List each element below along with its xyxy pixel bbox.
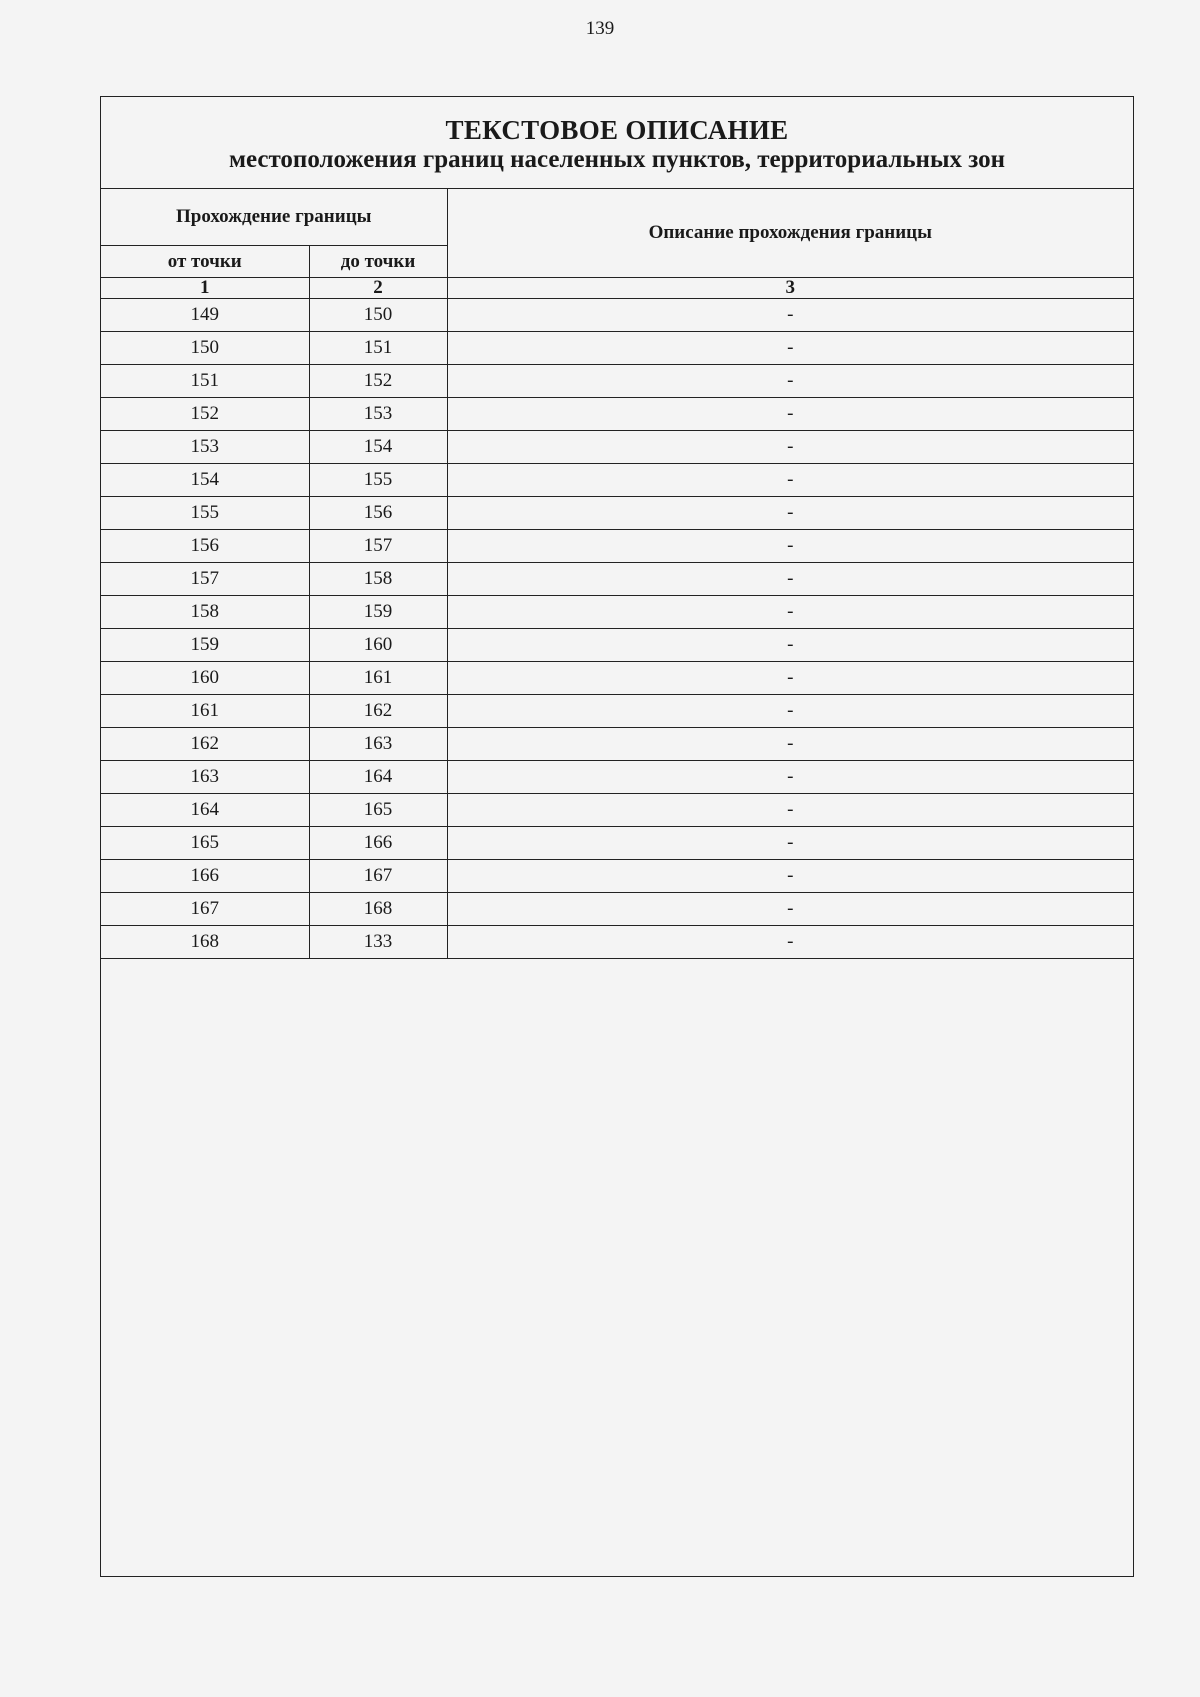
cell-to-point: 153 xyxy=(309,398,447,431)
page-number: 139 xyxy=(585,18,615,39)
cell-from-point: 157 xyxy=(101,563,309,596)
cell-to-point: 162 xyxy=(309,695,447,728)
table-row xyxy=(101,299,1133,332)
cell-description: - xyxy=(447,695,1133,728)
cell-description: - xyxy=(447,893,1133,926)
cell-description: - xyxy=(447,926,1133,959)
title-block xyxy=(101,97,1133,189)
table-row xyxy=(101,860,1133,893)
cell-from-point: 154 xyxy=(101,464,309,497)
cell-description: - xyxy=(447,530,1133,563)
table-row xyxy=(101,398,1133,431)
cell-description: - xyxy=(447,365,1133,398)
cell-to-point: 156 xyxy=(309,497,447,530)
cell-description: - xyxy=(447,728,1133,761)
cell-description: - xyxy=(447,761,1133,794)
table-row xyxy=(101,563,1133,596)
cell-description: - xyxy=(447,431,1133,464)
table-row xyxy=(101,761,1133,794)
table-row xyxy=(101,497,1133,530)
table-row xyxy=(101,530,1133,563)
cell-description: - xyxy=(447,596,1133,629)
cell-to-point: 164 xyxy=(309,761,447,794)
cell-from-point: 165 xyxy=(101,827,309,860)
cell-description: - xyxy=(447,497,1133,530)
cell-description: - xyxy=(447,827,1133,860)
cell-from-point: 166 xyxy=(101,860,309,893)
cell-description: - xyxy=(447,794,1133,827)
cell-to-point: 150 xyxy=(309,299,447,332)
column-number-1: 1 xyxy=(101,278,309,299)
table-row xyxy=(101,431,1133,464)
cell-to-point: 133 xyxy=(309,926,447,959)
table-row xyxy=(101,926,1133,959)
header-from-point: от точки xyxy=(101,246,309,278)
cell-to-point: 167 xyxy=(309,860,447,893)
cell-description: - xyxy=(447,563,1133,596)
table-row xyxy=(101,464,1133,497)
document-subtitle: местоположения границ населенных пунктов, территориальных зон xyxy=(228,146,1006,173)
table-row xyxy=(101,728,1133,761)
cell-from-point: 156 xyxy=(101,530,309,563)
cell-description: - xyxy=(447,299,1133,332)
document-title: ТЕКСТОВОЕ ОПИСАНИЕ xyxy=(445,115,789,145)
cell-from-point: 159 xyxy=(101,629,309,662)
cell-to-point: 154 xyxy=(309,431,447,464)
cell-to-point: 160 xyxy=(309,629,447,662)
cell-to-point: 159 xyxy=(309,596,447,629)
cell-to-point: 165 xyxy=(309,794,447,827)
cell-from-point: 152 xyxy=(101,398,309,431)
table-row xyxy=(101,794,1133,827)
cell-from-point: 167 xyxy=(101,893,309,926)
cell-description: - xyxy=(447,662,1133,695)
cell-to-point: 157 xyxy=(309,530,447,563)
table-row xyxy=(101,827,1133,860)
cell-from-point: 164 xyxy=(101,794,309,827)
header-boundary-passage: Прохождение границы xyxy=(101,189,447,246)
table-row xyxy=(101,332,1133,365)
cell-from-point: 162 xyxy=(101,728,309,761)
cell-from-point: 168 xyxy=(101,926,309,959)
table-body xyxy=(101,299,1133,959)
cell-from-point: 150 xyxy=(101,332,309,365)
header-boundary-description: Описание прохождения границы xyxy=(447,189,1133,278)
cell-to-point: 161 xyxy=(309,662,447,695)
cell-description: - xyxy=(447,629,1133,662)
table-row xyxy=(101,596,1133,629)
document-frame xyxy=(100,96,1134,1577)
cell-from-point: 163 xyxy=(101,761,309,794)
table-row xyxy=(101,662,1133,695)
column-number-3: 3 xyxy=(447,278,1133,299)
cell-to-point: 163 xyxy=(309,728,447,761)
cell-from-point: 160 xyxy=(101,662,309,695)
cell-from-point: 161 xyxy=(101,695,309,728)
table-row xyxy=(101,695,1133,728)
cell-from-point: 149 xyxy=(101,299,309,332)
cell-to-point: 168 xyxy=(309,893,447,926)
cell-to-point: 151 xyxy=(309,332,447,365)
cell-description: - xyxy=(447,464,1133,497)
boundary-table xyxy=(101,189,1133,959)
cell-description: - xyxy=(447,860,1133,893)
table-row xyxy=(101,365,1133,398)
cell-description: - xyxy=(447,398,1133,431)
cell-from-point: 155 xyxy=(101,497,309,530)
cell-from-point: 153 xyxy=(101,431,309,464)
cell-from-point: 151 xyxy=(101,365,309,398)
header-to-point: до точки xyxy=(309,246,447,278)
cell-description: - xyxy=(447,332,1133,365)
cell-from-point: 158 xyxy=(101,596,309,629)
cell-to-point: 158 xyxy=(309,563,447,596)
table-row xyxy=(101,893,1133,926)
cell-to-point: 155 xyxy=(309,464,447,497)
cell-to-point: 166 xyxy=(309,827,447,860)
column-number-2: 2 xyxy=(309,278,447,299)
table-row xyxy=(101,629,1133,662)
cell-to-point: 152 xyxy=(309,365,447,398)
